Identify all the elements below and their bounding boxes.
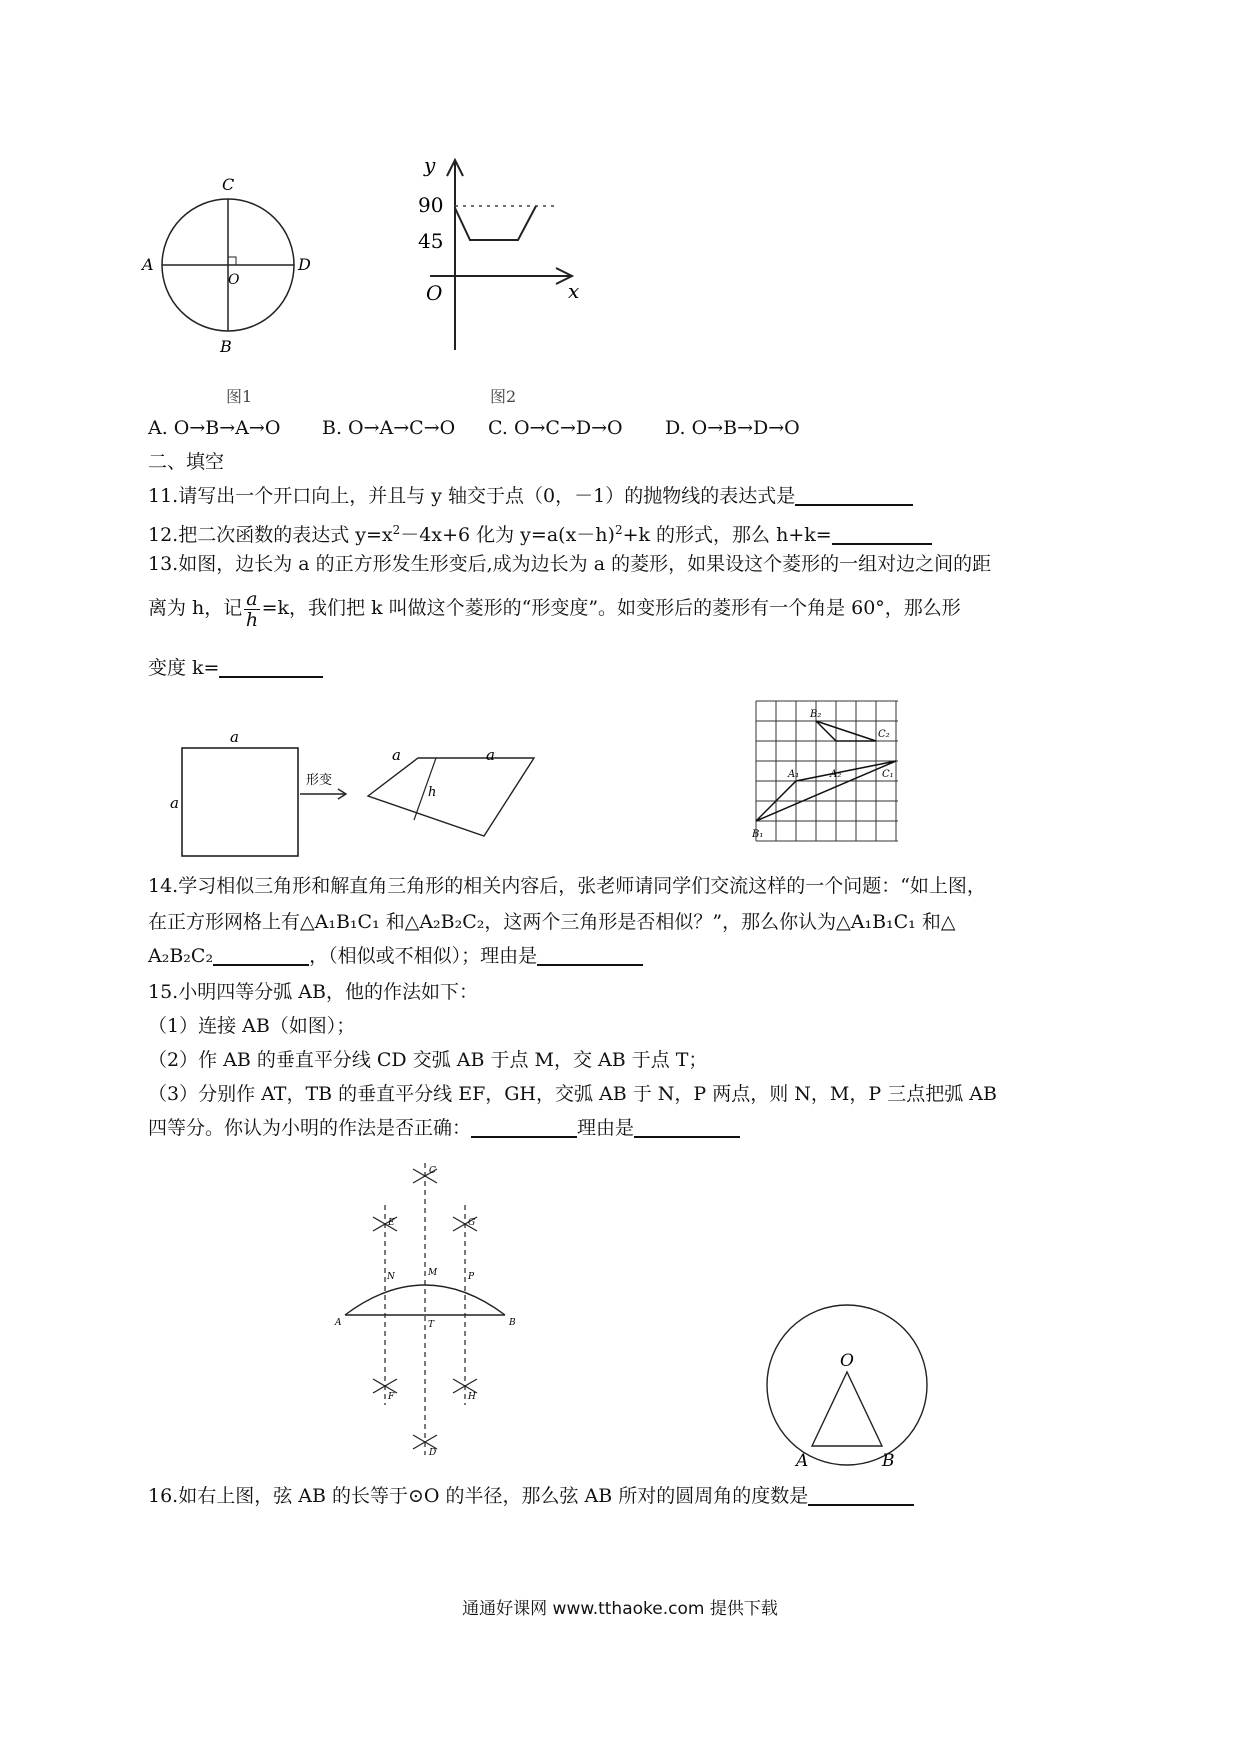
answer-blank-15a[interactable] bbox=[471, 1116, 577, 1138]
label-c1: C₁ bbox=[882, 769, 894, 780]
q15-prefix: 四等分。你认为小明的作法是否正确： bbox=[148, 1117, 472, 1139]
option-d: D. O→B→D→O bbox=[665, 417, 800, 439]
question-15-line2: （1）连接 AB（如图）； bbox=[148, 1015, 356, 1037]
label-f: F bbox=[388, 1392, 395, 1402]
label-c: C bbox=[222, 175, 235, 194]
chord-circle-figure bbox=[760, 1300, 940, 1475]
label-b2: B₂ bbox=[810, 709, 822, 720]
square-top-label: a bbox=[230, 728, 239, 746]
q12-part2: －4x+6 化为 y=a(x－h) bbox=[400, 524, 615, 546]
graph-figure bbox=[410, 150, 610, 415]
axis-y-label: y bbox=[424, 153, 436, 177]
label-g: G bbox=[468, 1218, 476, 1228]
section-title: 二、填空 bbox=[148, 451, 225, 473]
label-a1: A₁ bbox=[788, 769, 800, 780]
question-14-line1: 14.学习相似三角形和解直角三角形的相关内容后，张老师请同学们交流这样的一个问题：“如上图， bbox=[148, 875, 986, 897]
figure-caption: 图1 bbox=[226, 387, 253, 406]
tick-90: 90 bbox=[418, 193, 444, 217]
q13-line3-text: 变度 k= bbox=[148, 657, 220, 679]
square-rhombus-figure bbox=[160, 720, 560, 860]
label-m: M bbox=[428, 1268, 438, 1278]
label-n: N bbox=[387, 1272, 395, 1282]
q12-sup2: 2 bbox=[614, 523, 623, 537]
label-t: T bbox=[428, 1320, 435, 1330]
label-b: B bbox=[882, 1451, 895, 1471]
fraction-a-over-h bbox=[244, 589, 259, 630]
rhombus-height-label: h bbox=[428, 785, 437, 800]
question-11-text: 11.请写出一个开口向上，并且与 y 轴交于点（0，－1）的抛物线的表达式是 bbox=[148, 485, 796, 507]
answer-blank-15b[interactable] bbox=[634, 1116, 740, 1138]
question-11 bbox=[148, 484, 913, 508]
answer-blank-14b[interactable] bbox=[537, 944, 643, 966]
axis-x-label: x bbox=[568, 279, 580, 303]
q14-mid-text: ，（相似或不相似）；理由是 bbox=[309, 945, 538, 967]
q12-part3: +k 的形式，那么 h+k= bbox=[622, 524, 832, 546]
q13-prefix: 离为 h，记 bbox=[148, 597, 243, 619]
question-15-line5 bbox=[148, 1116, 740, 1140]
q12-sup1: 2 bbox=[392, 523, 401, 537]
q14-triangle-name: A₂B₂C₂ bbox=[148, 945, 214, 967]
answer-blank-16[interactable] bbox=[808, 1484, 914, 1506]
rhombus-side-label-1: a bbox=[392, 746, 401, 764]
question-14-line3 bbox=[148, 944, 643, 968]
label-o: O bbox=[840, 1351, 854, 1371]
fraction-denominator: h bbox=[245, 608, 259, 631]
deform-arrow-label: 形变 bbox=[306, 773, 333, 788]
label-a: A bbox=[796, 1451, 809, 1471]
answer-blank-14a[interactable] bbox=[213, 944, 309, 966]
label-a2: A₂ bbox=[830, 769, 842, 780]
rhombus-side-label-2: a bbox=[486, 746, 495, 764]
label-d: D bbox=[298, 255, 311, 274]
label-c: C bbox=[429, 1166, 436, 1176]
question-16-text: 16.如右上图，弦 AB 的长等于⊙O 的半径，那么弦 AB 所对的圆周角的度数是 bbox=[148, 1485, 809, 1507]
question-14-line2: 在正方形网格上有△A₁B₁C₁ 和△A₂B₂C₂，这两个三角形是否相似？”，那么你认为△A₁B₁C₁ 和△ bbox=[148, 911, 956, 933]
label-e: E bbox=[388, 1218, 395, 1228]
fraction-numerator: a bbox=[246, 587, 258, 610]
option-a: A. O→B→A→O bbox=[148, 417, 281, 439]
question-12 bbox=[148, 518, 932, 547]
question-13-line1: 13.如图，边长为 a 的正方形发生形变后,成为边长为 a 的菱形，如果设这个菱形的一组对边之间的距 bbox=[148, 553, 992, 575]
square-left-label: a bbox=[170, 794, 179, 812]
arc-construction-figure bbox=[325, 1155, 525, 1465]
label-a: A bbox=[142, 255, 154, 274]
q13-suffix: =k，我们把 k 叫做这个菱形的“形变度”。如变形后的菱形有一个角是 60°，那么形 bbox=[261, 597, 961, 619]
label-p: P bbox=[468, 1272, 475, 1282]
circle-figure bbox=[140, 160, 370, 420]
answer-blank-11[interactable] bbox=[795, 484, 913, 506]
question-13-line3 bbox=[148, 656, 323, 680]
answer-blank-12[interactable] bbox=[832, 523, 932, 545]
label-c2: C₂ bbox=[878, 729, 890, 740]
label-b: B bbox=[220, 337, 232, 356]
question-15-line4: （3）分别作 AT，TB 的垂直平分线 EF，GH，交弧 AB 于 N，P 两点，则 N，M，P 三点把弧 AB bbox=[148, 1083, 997, 1105]
question-15-line1: 15.小明四等分弧 AB，他的作法如下： bbox=[148, 981, 478, 1003]
grid-figure bbox=[750, 695, 910, 850]
label-h: H bbox=[468, 1392, 476, 1402]
label-o: O bbox=[228, 272, 240, 288]
option-b: B. O→A→C→O bbox=[322, 417, 456, 439]
option-c: C. O→C→D→O bbox=[488, 417, 623, 439]
tick-45: 45 bbox=[418, 229, 444, 253]
question-13-line2 bbox=[148, 586, 961, 630]
q12-part1: 12.把二次函数的表达式 y=x bbox=[148, 524, 393, 546]
label-a: A bbox=[335, 1318, 342, 1328]
page-footer: 通通好课网 www.tthaoke.com 提供下载 bbox=[462, 1599, 778, 1619]
answer-blank-13[interactable] bbox=[219, 656, 323, 678]
origin-label: O bbox=[426, 281, 443, 305]
question-15-line3: （2）作 AB 的垂直平分线 CD 交弧 AB 于点 M，交 AB 于点 T； bbox=[148, 1049, 708, 1071]
label-d: D bbox=[429, 1448, 437, 1458]
label-b: B bbox=[509, 1318, 516, 1328]
question-16 bbox=[148, 1484, 914, 1508]
q15-mid-text: 理由是 bbox=[577, 1117, 635, 1139]
figure-caption: 图2 bbox=[490, 387, 517, 406]
label-b1: B₁ bbox=[752, 829, 764, 840]
